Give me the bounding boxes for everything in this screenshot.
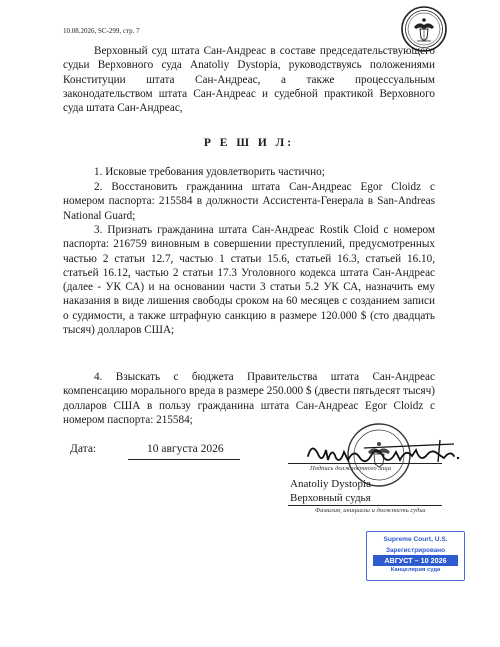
stamp-court-name: Supreme Court, U.S.	[383, 536, 448, 543]
name-caption: Фамилия, инициалы и должность судьи	[315, 507, 426, 514]
decision-item-4: 4. Взыскать с бюджета Правительства штата Сан-Андреас компенсацию морального вреда в размере 250.000 $ (двести пятьдесят тысяч) долларов США в пользу гражданина штата Сан-Андреас Egor Cloidz с номером паспорта: 215584;	[63, 371, 435, 426]
date-value: 10 августа 2026	[147, 443, 224, 455]
date-label: Дата:	[70, 443, 97, 455]
name-underline	[288, 505, 442, 506]
document-reference-header: 10.08.2026, SC-299, стр. 7	[63, 27, 140, 35]
date-underline	[128, 459, 240, 460]
decision-heading: Р Е Ш И Л:	[203, 137, 295, 149]
judge-title: Верховный судья	[290, 492, 371, 504]
stamp-office: Канцелярия суда	[390, 567, 441, 573]
signature-caption: Подпись должностного лица	[310, 465, 391, 472]
signature-line	[288, 463, 442, 464]
registration-stamp	[366, 531, 465, 581]
decision-item-2: 2. Восстановить гражданина штата Сан-Андреас Egor Cloidz с номером паспорта: 215584 в должности Ассистента-Генерала в San-Andreas National Guard;	[63, 181, 435, 222]
stamp-date: АВГУСТ – 10 2026	[373, 555, 458, 566]
judge-name: Anatoliy Dystopia	[290, 478, 371, 490]
decision-item-1: 1. Исковые требования удовлетворить частично;	[94, 166, 325, 178]
stamp-registered-label: Зарегистрировано	[385, 547, 446, 554]
decision-item-3: 3. Признать гражданина штата Сан-Андреас Rostik Cloid с номером паспорта: 216759 виновным в совершении преступлений, предусмотренных частью 2 статьи 12.7, частью 1 статьи 15.6, статьей 16.3, статьей 16.10, статьей 16.12, частью 2 статьи 17.3 Уголовного кодекса штата Сан-Андреас (далее - УК СА) и на основании части 3 статьи 5.2 УК СА, назначить ему наказания в виде лишения свободы сроком на 60 месяцев с созданием записи о судимости, а также штрафную санкцию в размере 120.000 $ (сто двадцать тысяч) долларов США;	[63, 224, 435, 337]
intro-paragraph: Верховный суд штата Сан-Андреас в составе председательствующего судьи Верховного суда Anatoliy Dystopia, руководствуясь положениями Конституции штата Сан-Андреас, а также процессуальным законодательством штата Сан-Андреас и судебной практикой Верховного суда штата Сан-Андреас,	[63, 45, 435, 115]
